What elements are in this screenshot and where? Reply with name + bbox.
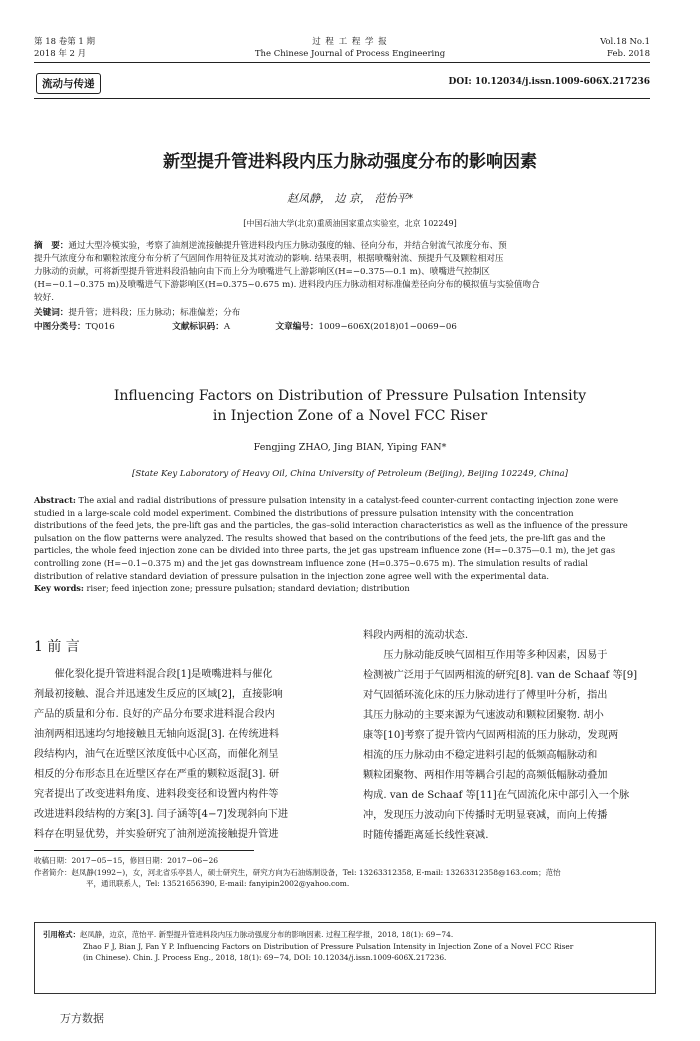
badge-rule: [34, 98, 650, 99]
keywords-en: riser; feed injection zone; pressure pulsation; standard deviation; distribution: [86, 583, 410, 594]
footnotes: 收稿日期：2017−05−15，修回日期：2017−06−26 作者简介：赵凤静(1992−)，女，河北省乐亭县人，硕士研究生，研究方向为石油炼制设备，Tel: 13263312358, E-mail: 13263312358@163.com；范怡 平，通讯联系人，Tel: 13521656390, E-mail: fanyipin2002@yahoo.com.: [34, 856, 561, 888]
journal-title-cn: 过 程 工 程 学 报: [312, 37, 388, 47]
section-heading: 1 前 言: [34, 639, 80, 655]
affiliation-cn: [中国石油大学(北京)重质油国家重点实验室，北京 102249]: [243, 219, 457, 228]
body-right-column: 料段内两相的流动状态. 压力脉动能反映气固相互作用等多种因素，因易于 检测被广泛用于气固两相流的研究[8]. van de Schaaf 等[9] 对气固循环流化床的压力脉动进行了傅里叶分析，指出 其压力脉动的主要来源为气速波动和颗粒团聚物. 胡小 康等[10]考察了提升管内气固两相流的压力脉动，发现两 相流的压力脉动由不稳定进料引起的低频高幅脉动和 颗粒团聚物、两相作用等耦合引起的高频低幅脉动叠加 构成. van de Schaaf 等[11]在气固流化床中部引入一个脉 冲，发现压力波动向下传播时无明显衰减，而向上传播 时随传播距离延长线性衰减.: [363, 630, 638, 841]
doi: DOI: 10.12034/j.issn.1009-606X.217236: [448, 77, 650, 87]
paper-title-en: Influencing Factors on Distribution of Pressure Pulsation Intensity in Injection Zone of a Novel FCC Riser: [113, 388, 587, 424]
classification-cn: 中图分类号：TQ016 文献标识码：A 文章编号：1009−606X(2018)01−0069−06: [34, 322, 457, 332]
watermark: 万方数据: [60, 1012, 104, 1025]
abstract-cn-label: 摘 要：: [34, 241, 69, 251]
volume-en: Vol.18 No.1: [600, 37, 650, 47]
abstract-cn: [34, 240, 650, 305]
date-en: Feb. 2018: [607, 49, 650, 59]
body-left-column: 催化裂化提升管进料混合段[1]是喷嘴进料与催化 剂最初接触、混合并迅速发生反应的区域[2]，直接影响 产品的质量和分布. 良好的产品分布要求进料混合段内 油剂两相迅速均匀地接触且无轴向返混[3]. 在传统进料 段结构内，油气在近壁区浓度低中心区高，而催化剂呈 相反的分布形态且在近壁区存在严重的颗粒返混[3]. 研 究者提出了改变进料角度、进料段变径和设置内构件等 改进进料段结构的方案[3]. 闫子涵等[4−7]发现斜向下进 料存在明显优势，并实验研究了油剂逆流接触提升管进: [34, 669, 289, 840]
section-badge: 流动与传递: [36, 73, 101, 94]
volume-cn: 第 18 卷第 1 期: [34, 37, 96, 47]
citation-box: 引用格式：赵凤静，边京，范怡平. 新型提升管进料段内压力脉动强度分布的影响因素. 过程工程学报，2018, 18(1): 69−74. Zhao F J, Bian J, Fan Y P. Influencing Factors on Distribution of Pressure Pulsation Intensity in Injection Zone of a Novel FCC Riser (in Chinese). Chin. J. Process Eng., 2018, 18(1): 69−74, DOI: 10.12034/j.issn.1009-606X.217236.: [34, 922, 656, 994]
abstract-en-label: Abstract:: [34, 495, 76, 505]
keywords-en-label: Key words:: [34, 583, 84, 594]
abstract-en: Abstract: The axial and radial distributions of pressure pulsation intensity in a catalyst-feed counter-current contacting injection zone were studied in a large-scale cold model experiment. Combined the distributions of pressure pulsation intensity with the concentration distributions of the feed jets, the pre-lift gas and the particles, the gas–solid interaction characteristics as well as the influence of the pressure pulsation on the flow patterns were analyzed. The results showed that based on the contributions of the feed jets, the pre-lift gas and the particles, the whole feed injection zone can be divided into three parts, the jet gas upstream influence zone (H=−0.375—0.1 m), the jet gas controlling zone (H=−0.1~0.375 m) and the jet gas downstream influence zone (H=0.375~0.675 m). The simulation results of radial distribution of relative standard deviation of pressure pulsation in the injection zone agree well with the experimental data. Key words: riser; feed injection zone; pressure pulsation; standard deviation; distribution: [34, 495, 628, 594]
affiliation-en: [State Key Laboratory of Heavy Oil, China University of Petroleum (Beijing), Beijing 102249, China]: [131, 469, 569, 479]
citation-label: 引用格式：: [43, 930, 80, 939]
authors-en: Fengjing ZHAO, Jing BIAN, Yiping FAN*: [253, 442, 447, 453]
abstract-cn-line: (H=−0.1~0.375 m)及喷嘴进气下游影响区(H=0.375~0.675 m). 进料段内压力脉动相对标准偏差径向分布的模拟值与实验值吻合: [34, 280, 540, 290]
date-cn: 2018 年 2 月: [34, 49, 87, 59]
authors-cn: 赵凤静， 边 京， 范怡平*: [287, 192, 413, 205]
keywords-cn: 关键词：提升管；进料段；压力脉动；标准偏差；分布: [34, 308, 241, 318]
abstract-cn-line: 通过大型冷模实验，考察了油剂逆流接触提升管进料段内压力脉动强度的轴、径向分布，并结合射流气浓度分布、预: [68, 241, 507, 251]
abstract-cn-line: 提升气浓度分布和颗粒浓度分布分析了气固间作用特征及其对流动的影响. 结果表明，根据喷嘴射流、预提升气及颗粒相对压: [34, 254, 504, 264]
header-rule: [34, 62, 650, 63]
journal-title-en: The Chinese Journal of Process Engineering: [254, 49, 446, 59]
abstract-cn-line: 较好.: [34, 293, 54, 303]
paper-title-cn: 新型提升管进料段内压力脉动强度分布的影响因素: [163, 152, 537, 172]
footnote-rule: [34, 850, 254, 851]
abstract-cn-line: 力脉动的贡献，可将新型提升管进料段沿轴向由下而上分为喷嘴进气上游影响区(H=−0.375—0.1 m)、喷嘴进气控制区: [34, 267, 490, 277]
